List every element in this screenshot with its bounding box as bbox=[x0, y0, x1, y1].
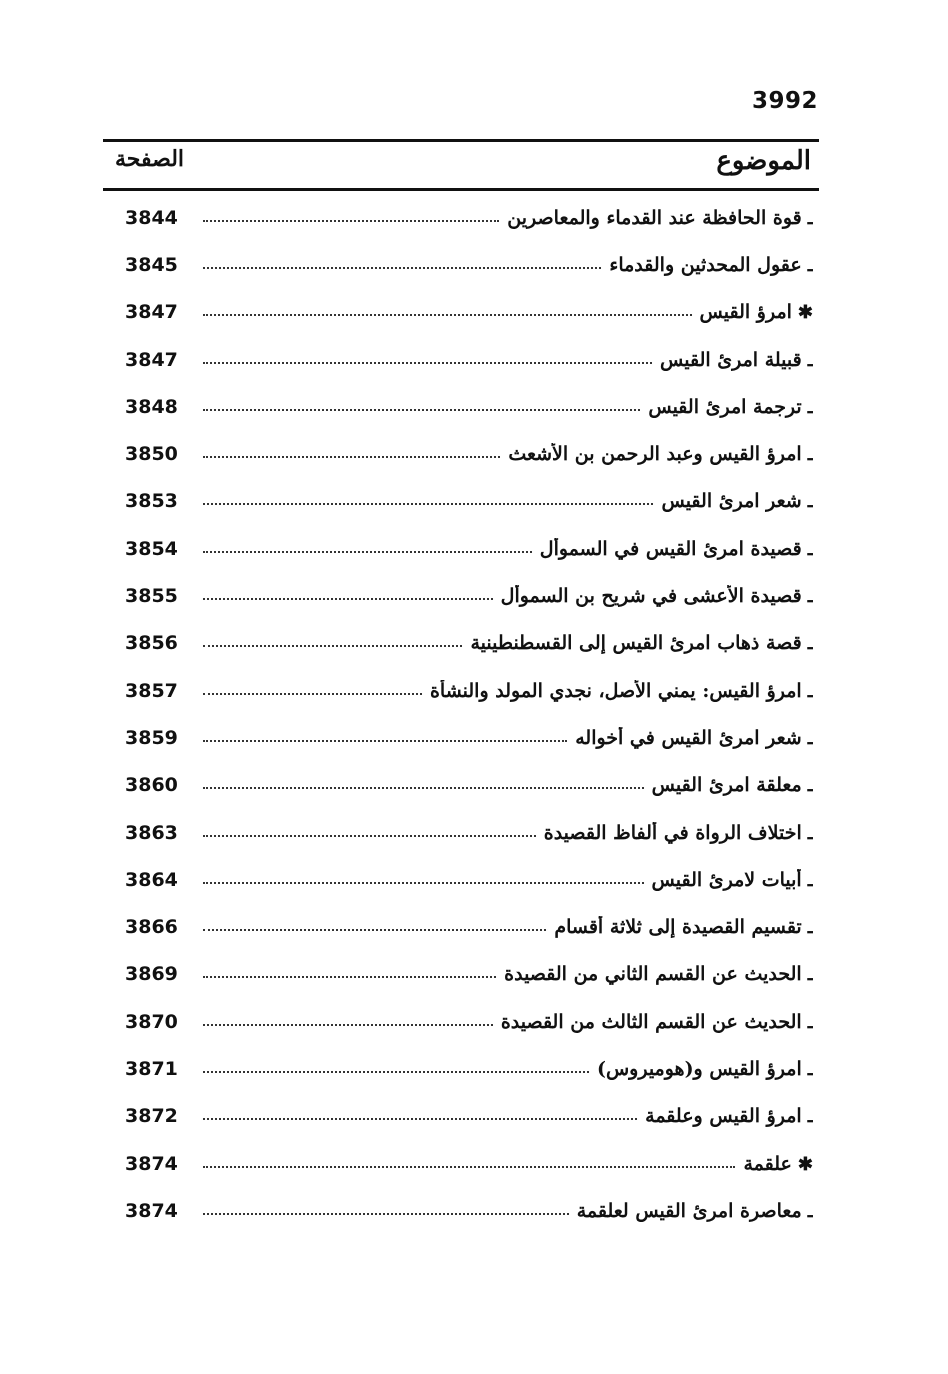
toc-page-number: 3845 bbox=[125, 253, 178, 276]
toc-row[interactable] bbox=[103, 667, 819, 714]
bullet-mark: ـ bbox=[807, 1058, 813, 1080]
bullet-mark: ـ bbox=[807, 1106, 813, 1128]
toc-title: امرؤ القيس و(هوميروس) bbox=[596, 1057, 802, 1080]
bullet-mark: ـ bbox=[807, 633, 813, 655]
bullet-mark: ـ bbox=[807, 491, 813, 513]
toc-row[interactable] bbox=[103, 856, 819, 903]
dot-leader bbox=[203, 1213, 569, 1215]
header-topic: الموضوع bbox=[716, 146, 811, 176]
toc-page-number: 3853 bbox=[125, 490, 178, 513]
toc-entry bbox=[203, 680, 813, 702]
toc-page-number: 3866 bbox=[125, 916, 178, 939]
toc-entry bbox=[203, 869, 813, 891]
toc-page-number: 3860 bbox=[125, 774, 178, 797]
toc-title: امرؤ القيس وعبد الرحمن بن الأشعث bbox=[508, 443, 802, 466]
toc-row[interactable] bbox=[103, 1045, 819, 1092]
bullet-mark: ـ bbox=[807, 254, 813, 276]
dot-leader bbox=[203, 409, 640, 411]
toc-row[interactable] bbox=[103, 525, 819, 572]
bullet-mark: ـ bbox=[807, 1011, 813, 1033]
toc-page-number: 3871 bbox=[125, 1057, 178, 1080]
toc-title: قصة ذهاب امرئ القيس إلى القسطنطينية bbox=[470, 632, 802, 655]
toc-page-number: 3874 bbox=[125, 1152, 178, 1175]
header-top-rule bbox=[103, 139, 819, 142]
toc-title: امرؤ القيس bbox=[699, 301, 792, 324]
dot-leader bbox=[203, 835, 536, 837]
toc-title: معاصرة امرئ القيس لعلقمة bbox=[576, 1199, 802, 1222]
toc-row[interactable] bbox=[103, 620, 819, 667]
bullet-mark: ـ bbox=[807, 727, 813, 749]
bullet-mark: ـ bbox=[807, 444, 813, 466]
toc-entry bbox=[203, 1011, 813, 1033]
toc-row[interactable] bbox=[103, 1187, 819, 1234]
bullet-mark: ـ bbox=[807, 1200, 813, 1222]
dot-leader bbox=[203, 362, 652, 364]
toc-entry bbox=[203, 822, 813, 844]
toc-title: شعر امرئ القيس bbox=[661, 490, 802, 513]
toc-title: قوة الحافظة عند القدماء والمعاصرين bbox=[507, 206, 802, 229]
dot-leader bbox=[203, 693, 422, 695]
toc-title: عقول المحدثين والقدماء bbox=[609, 253, 802, 276]
bullet-mark: ـ bbox=[807, 917, 813, 939]
toc-entry bbox=[203, 349, 813, 371]
toc-row[interactable] bbox=[103, 714, 819, 761]
toc-entry bbox=[203, 774, 813, 796]
bullet-mark: ـ bbox=[807, 775, 813, 797]
dot-leader bbox=[203, 1071, 589, 1073]
toc-row[interactable] bbox=[103, 336, 819, 383]
toc-title: الحديث عن القسم الثالث من القصيدة bbox=[500, 1010, 802, 1033]
bullet-mark: ـ bbox=[807, 207, 813, 229]
bullet-mark: ـ bbox=[807, 822, 813, 844]
dot-leader bbox=[203, 1166, 735, 1168]
toc-entry bbox=[203, 443, 813, 465]
toc-row[interactable] bbox=[103, 951, 819, 998]
dot-leader bbox=[203, 976, 496, 978]
toc-title: تقسيم القصيدة إلى ثلاثة أقسام bbox=[554, 916, 802, 939]
toc-row[interactable] bbox=[103, 572, 819, 619]
toc-entry bbox=[203, 254, 813, 276]
toc-row[interactable] bbox=[103, 1140, 819, 1187]
toc-entry bbox=[203, 490, 813, 512]
toc-row[interactable] bbox=[103, 383, 819, 430]
dot-leader bbox=[203, 1118, 637, 1120]
toc-page-number: 3856 bbox=[125, 632, 178, 655]
toc-row[interactable] bbox=[103, 998, 819, 1045]
dot-leader bbox=[203, 882, 644, 884]
page-number: 3992 bbox=[751, 88, 818, 114]
toc-page-number: 3847 bbox=[125, 301, 178, 324]
bullet-mark: ـ bbox=[807, 680, 813, 702]
dot-leader bbox=[203, 645, 462, 647]
bullet-mark: ✱ bbox=[797, 1153, 813, 1175]
toc-title: قصيدة الأعشى في شريح بن السموأل bbox=[500, 585, 802, 608]
bullet-mark: ـ bbox=[807, 869, 813, 891]
header-bottom-rule bbox=[103, 188, 819, 191]
toc-entry bbox=[203, 207, 813, 229]
toc-entry bbox=[203, 963, 813, 985]
toc-entry bbox=[203, 396, 813, 418]
bullet-mark: ✱ bbox=[797, 302, 813, 324]
dot-leader bbox=[203, 456, 500, 458]
dot-leader bbox=[203, 551, 532, 553]
toc-entry bbox=[203, 1058, 813, 1080]
dot-leader bbox=[203, 267, 601, 269]
toc-page-number: 3859 bbox=[125, 726, 178, 749]
toc-page-number: 3864 bbox=[125, 868, 178, 891]
toc-page-number: 3872 bbox=[125, 1105, 178, 1128]
header-page: الصفحة bbox=[115, 146, 185, 172]
toc-row[interactable] bbox=[103, 430, 819, 477]
toc-row[interactable] bbox=[103, 903, 819, 950]
toc-row[interactable] bbox=[103, 289, 819, 336]
bullet-mark: ـ bbox=[807, 396, 813, 418]
table-header bbox=[103, 144, 819, 186]
dot-leader bbox=[203, 787, 644, 789]
dot-leader bbox=[203, 1024, 493, 1026]
toc-entry bbox=[203, 727, 813, 749]
dot-leader bbox=[203, 929, 546, 931]
toc-page-number: 3869 bbox=[125, 963, 178, 986]
toc-entry bbox=[203, 301, 813, 323]
toc-page-number: 3844 bbox=[125, 206, 178, 229]
toc-page-number: 3850 bbox=[125, 443, 178, 466]
dot-leader bbox=[203, 220, 499, 222]
toc-entry bbox=[203, 1105, 813, 1127]
toc-page-number: 3874 bbox=[125, 1199, 178, 1222]
dot-leader bbox=[203, 503, 653, 505]
bullet-mark: ـ bbox=[807, 964, 813, 986]
toc-entry bbox=[203, 1200, 813, 1222]
toc-row[interactable] bbox=[103, 809, 819, 856]
toc-title: اختلاف الرواة في ألفاظ القصيدة bbox=[543, 821, 802, 844]
toc-entry bbox=[203, 538, 813, 560]
toc-row[interactable] bbox=[103, 1093, 819, 1140]
toc-page-number: 3854 bbox=[125, 537, 178, 560]
toc-row[interactable] bbox=[103, 478, 819, 525]
toc-title: قبيلة امرئ القيس bbox=[660, 348, 802, 371]
toc-entry bbox=[203, 632, 813, 654]
bullet-mark: ـ bbox=[807, 538, 813, 560]
dot-leader bbox=[203, 314, 692, 316]
toc-page-number: 3848 bbox=[125, 395, 178, 418]
toc-page-number: 3863 bbox=[125, 821, 178, 844]
bullet-mark: ـ bbox=[807, 586, 813, 608]
bullet-mark: ـ bbox=[807, 349, 813, 371]
toc-title: امرؤ القيس: يمني الأصل، نجدي المولد والنشأة bbox=[429, 679, 802, 702]
toc-title: علقمة bbox=[743, 1152, 792, 1175]
toc-page-number: 3855 bbox=[125, 585, 178, 608]
toc-title: أبيات لامرئ القيس bbox=[651, 868, 802, 891]
dot-leader bbox=[203, 740, 567, 742]
toc-entry bbox=[203, 585, 813, 607]
toc-entry bbox=[203, 916, 813, 938]
toc-title: الحديث عن القسم الثاني من القصيدة bbox=[504, 963, 802, 986]
toc-list bbox=[103, 194, 819, 1235]
toc-page-number: 3857 bbox=[125, 679, 178, 702]
toc-page-number: 3870 bbox=[125, 1010, 178, 1033]
toc-title: قصيدة امرئ القيس في السموأل bbox=[539, 537, 802, 560]
toc-row[interactable] bbox=[103, 194, 819, 241]
toc-page-number: 3847 bbox=[125, 348, 178, 371]
toc-title: ترجمة امرئ القيس bbox=[648, 395, 802, 418]
toc-title: شعر امرئ القيس في أخواله bbox=[575, 726, 802, 749]
toc-title: امرؤ القيس وعلقمة bbox=[645, 1105, 802, 1128]
toc-row[interactable] bbox=[103, 762, 819, 809]
dot-leader bbox=[203, 598, 493, 600]
toc-row[interactable] bbox=[103, 241, 819, 288]
toc-title: معلقة امرئ القيس bbox=[651, 774, 802, 797]
toc-entry bbox=[203, 1153, 813, 1175]
